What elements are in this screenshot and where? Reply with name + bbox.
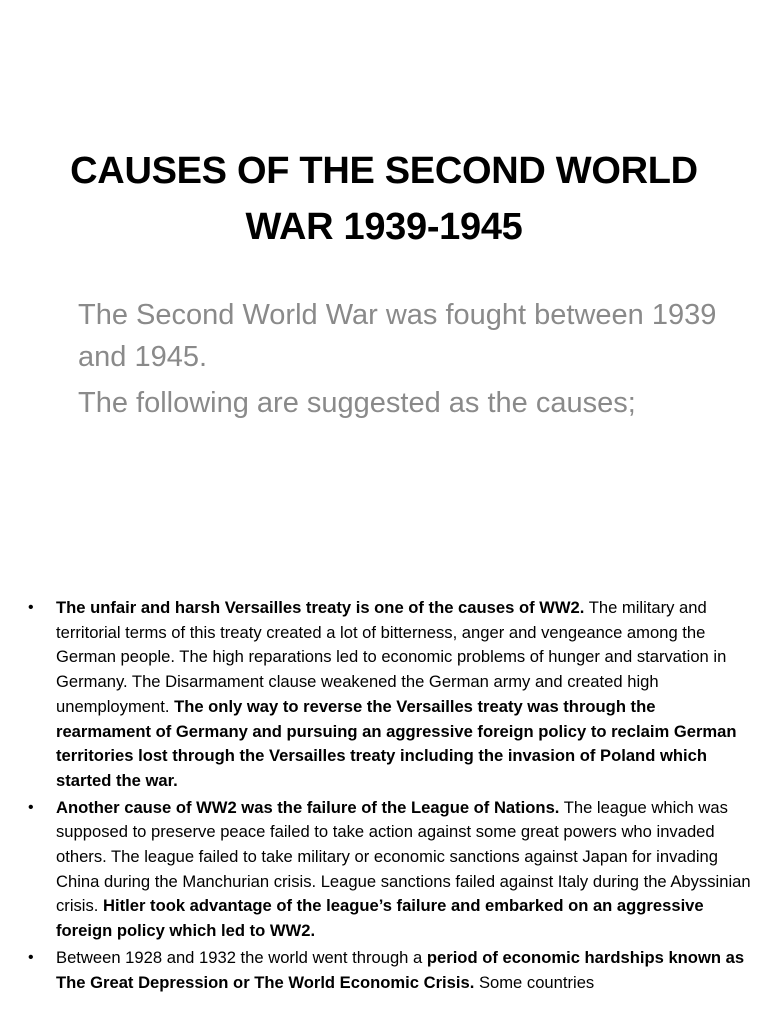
subtitle-line-1: The Second World War was fought between 1939 and 1945. bbox=[78, 299, 717, 373]
bullet-bold-tail: Hitler took advantage of the league’s failure and embarked on an aggressive foreign policy which led to WW2. bbox=[56, 896, 704, 941]
subtitle-line-2: The following are suggested as the causes; bbox=[78, 387, 636, 419]
bullet-bold-tail: The only way to reverse the Versailles treaty was through the rearmament of Germany and pursuing an aggressive foreign policy to reclaim German territories lost through the Versailles treaty including the invasion of Poland which started the war. bbox=[56, 696, 737, 790]
bullet-dot-icon: • bbox=[28, 948, 34, 966]
bullet-dot-icon: • bbox=[28, 798, 34, 816]
bullet-league-of-nations bbox=[28, 796, 754, 944]
bullet-text-lead: Between 1928 and 1932 the world went through a bbox=[56, 947, 427, 967]
bullet-great-depression bbox=[28, 946, 754, 995]
causes-bullet-list bbox=[28, 596, 754, 997]
slide-title: CAUSES OF THE SECOND WORLD WAR 1939-1945 bbox=[70, 150, 698, 248]
slide-subtitle bbox=[78, 294, 738, 424]
bullet-text-tail: Some countries bbox=[474, 972, 595, 992]
bullet-text: The league which was supposed to preserve peace failed to take action against some great powers who invaded others. The league failed to take military or economic sanctions against Japan for invading China during the Manchurian crisis. League sanctions failed against Italy during the Abyssinian crisis. bbox=[56, 797, 751, 916]
content-slide bbox=[0, 586, 768, 1024]
bullet-text: The military and territorial terms of this treaty created a lot of bitterness, anger and vengeance among the German people. The high reparations led to economic problems of hunger and starvation in Germany. The Disarmament clause weakened the German army and created high unemployment. bbox=[56, 598, 727, 716]
bullet-bold-mid: period of economic hardships known as The Great Depression or The World Economic Crisis. bbox=[56, 947, 745, 992]
bullet-versailles bbox=[28, 596, 754, 794]
bullet-dot-icon: • bbox=[28, 599, 34, 616]
bullet-bold-lead: Another cause of WW2 was the failure of the League of Nations. bbox=[56, 797, 560, 817]
bullet-bold-lead: The unfair and harsh Versailles treaty is one of the causes of WW2. bbox=[56, 598, 585, 617]
